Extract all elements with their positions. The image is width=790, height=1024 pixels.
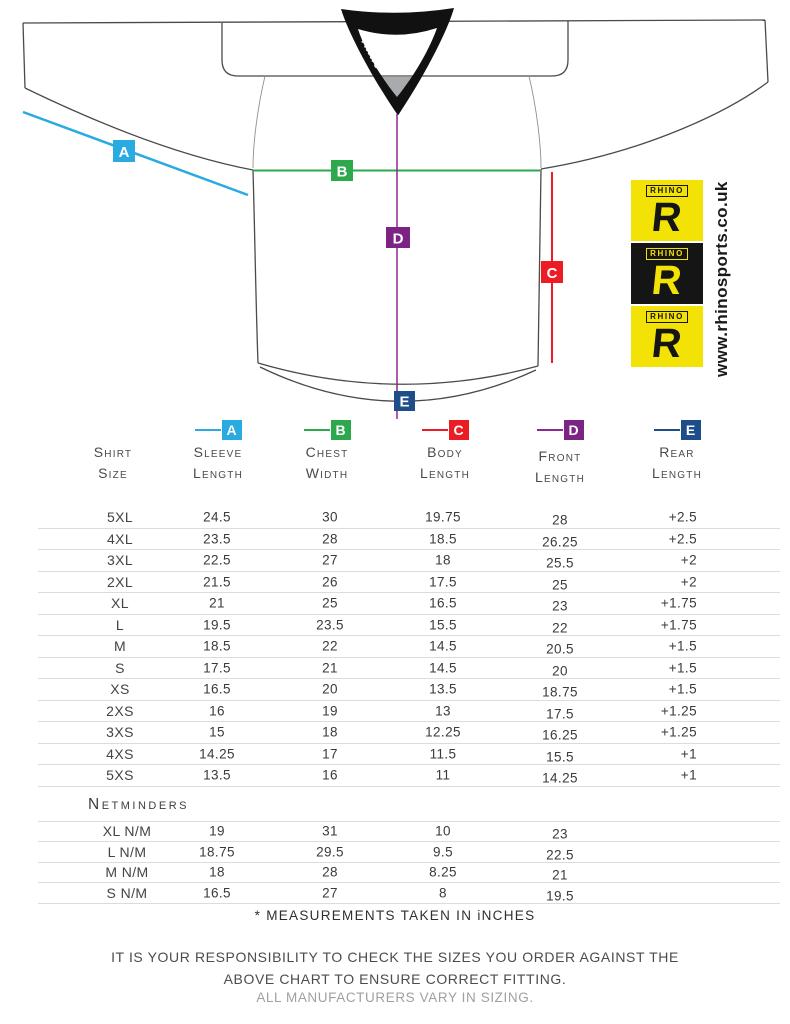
cell-size: M N/M [105,864,149,881]
cell-front: 21 [552,867,568,883]
cell-chest: 22 [322,638,338,654]
sleeve-header-line1: Sleeve [193,444,243,460]
front-header-line2: Length [535,469,585,485]
cell-front: 22 [552,620,568,636]
netminders-label: Netminders [88,795,189,813]
cell-sleeve: 15 [209,724,225,740]
table-row [38,507,780,529]
cell-rear: +1.5 [668,681,697,697]
cell-sleeve: 18 [209,864,225,880]
website-url: www.rhinosports.co.uk [712,181,731,377]
cell-body: 19.75 [425,509,461,525]
table-row [38,765,780,787]
cell-body: 11.5 [429,746,457,762]
size-header-line2: Size [98,465,128,481]
logo-block [631,306,703,367]
cell-body: 15.5 [429,617,457,633]
cell-chest: 28 [322,864,338,880]
cell-chest: 16 [322,767,338,783]
note-measurements: * MEASUREMENTS TAKEN IN iNCHES [254,908,536,923]
cell-front: 23 [552,598,568,614]
cell-chest: 25 [322,595,338,611]
chest-header-line1: Chest [305,444,349,460]
cell-sleeve: 19 [209,823,225,839]
cell-body: 8 [439,885,447,901]
cell-sleeve: 16.5 [203,681,231,697]
cell-body: 14.5 [429,660,457,676]
marker-e-letter: E [399,393,410,411]
cell-size: XL [111,595,129,612]
badge-line-d [537,429,563,431]
cell-body: 13 [435,703,451,719]
cell-front: 16.25 [542,727,578,743]
front-header-line1: Front [538,448,582,464]
column-header-front [505,420,615,484]
cell-sleeve: 16 [209,703,225,719]
cell-front: 23 [552,826,568,842]
cell-chest: 23.5 [316,617,344,633]
badge-e: E [681,420,701,440]
cell-front: 15.5 [546,749,574,765]
table-row [38,593,780,615]
table-row [38,636,780,658]
table-row [38,658,780,680]
column-header-rear [622,420,732,484]
collar [341,8,454,115]
cell-size: L N/M [107,843,147,860]
cell-chest: 28 [322,531,338,547]
cell-rear: +1.75 [660,595,697,611]
table-row [38,529,780,551]
cell-chest: 27 [322,885,338,901]
table-row [38,744,780,766]
cell-chest: 31 [322,823,338,839]
cell-rear: +2.5 [668,531,697,547]
cell-sleeve: 23.5 [203,531,231,547]
cell-rear: +1.75 [660,617,697,633]
cell-rear: +2 [680,552,697,568]
table-row [38,863,780,884]
cell-sleeve: 21.5 [203,574,231,590]
cell-rear: +1 [680,767,697,783]
cell-sleeve: 17.5 [203,660,231,676]
cell-body: 14.5 [429,638,457,654]
cell-chest: 20 [322,681,338,697]
cell-size: S N/M [106,884,148,901]
cell-size: 2XS [106,702,134,719]
cell-size: 3XL [106,552,134,569]
logo-wordmark: RHINO [646,248,688,260]
cell-front: 20 [552,663,568,679]
table-row [38,722,780,744]
cell-size: M [113,638,127,655]
cell-chest: 17 [322,746,338,762]
badge-line-c [422,429,448,431]
cell-front: 20.5 [546,641,574,657]
cell-front: 28 [552,512,568,528]
marker-d-letter: D [392,230,404,248]
logo-r-letter: R [649,257,685,303]
logo-block [631,243,703,304]
cell-front: 19.5 [546,888,574,904]
cell-chest: 21 [322,660,338,676]
cell-size: 5XL [106,509,134,526]
table-row [38,615,780,637]
cell-sleeve: 22.5 [203,552,231,568]
cell-chest: 19 [322,703,338,719]
size-header-line1: Shirt [93,444,133,460]
cell-size: 3XS [106,724,134,741]
note-responsibility-line1: IT IS YOUR RESPONSIBILITY TO CHECK THE SIZES YOU ORDER AGAINST THE [111,949,679,965]
cell-body: 10 [435,823,451,839]
cell-size: XS [110,681,130,698]
cell-size: 5XS [106,767,134,784]
netminders-heading [38,787,780,822]
marker-c-letter: C [546,265,558,282]
cell-sleeve: 18.5 [203,638,231,654]
column-header-body [390,420,500,484]
cell-rear: +1.25 [660,724,697,740]
table-row [38,701,780,723]
cell-size: XL N/M [102,823,152,840]
cell-body: 18 [435,552,451,568]
column-header-size [58,420,168,484]
badge-line-b [304,429,330,431]
rear-header-line2: Length [652,465,702,481]
note-responsibility [0,946,790,990]
cell-size: 4XL [106,530,134,547]
badge-c: C [449,420,469,440]
badge-line-a [195,429,221,431]
cell-size: 4XS [106,745,134,762]
cell-sleeve: 14.25 [199,746,235,762]
cell-sleeve: 13.5 [203,767,231,783]
logo-r-letter: R [649,320,685,366]
size-table [38,420,780,904]
sleeve-header-line2: Length [193,465,243,481]
cell-rear: +1.5 [668,638,697,654]
cell-rear: +2.5 [668,509,697,525]
cell-front: 18.75 [542,684,578,700]
cell-body: 18.5 [429,531,457,547]
cell-front: 17.5 [546,706,574,722]
cell-sleeve: 24.5 [203,509,231,525]
note-responsibility-line2: ABOVE CHART TO ENSURE CORRECT FITTING. [223,971,567,987]
table-row [38,679,780,701]
cell-chest: 27 [322,552,338,568]
marker-b-letter: B [336,163,348,181]
column-header-chest [272,420,382,484]
cell-chest: 29.5 [316,844,344,860]
cell-rear: +1.5 [668,660,697,676]
cell-rear: +2 [680,574,697,590]
measure-line-a [23,112,248,195]
table-row [38,822,780,843]
badge-d: D [564,420,584,440]
cell-size: L [115,616,125,633]
body-header-line2: Length [420,465,470,481]
cell-rear: +1.25 [660,703,697,719]
cell-chest: 26 [322,574,338,590]
logo-wordmark: RHINO [646,185,688,197]
cell-rear: +1 [680,746,697,762]
cell-body: 9.5 [433,844,453,860]
table-row [38,842,780,863]
table-row [38,550,780,572]
cell-front: 25.5 [546,555,574,571]
cell-front: 14.25 [542,770,578,786]
cell-chest: 18 [322,724,338,740]
cell-size: 2XL [106,573,134,590]
cell-front: 25 [552,577,568,593]
cell-body: 13.5 [429,681,457,697]
cell-sleeve: 21 [209,595,225,611]
cell-size: S [115,659,125,676]
body-header-line1: Body [427,444,463,460]
cell-body: 16.5 [429,595,457,611]
cell-front: 22.5 [546,847,574,863]
table-row [38,572,780,594]
cell-body: 12.25 [425,724,461,740]
note-manufacturers: ALL MANUFACTURERS VARY IN SIZING. [256,990,534,1005]
cell-front: 26.25 [542,534,578,550]
table-rows [38,507,780,904]
cell-chest: 30 [322,509,338,525]
logo-r-letter: R [649,194,685,240]
marker-a-letter: A [118,144,130,161]
column-header-sleeve [163,420,273,484]
cell-sleeve: 18.75 [199,844,235,860]
logo-block [631,180,703,241]
cell-sleeve: 19.5 [203,617,231,633]
logo-wordmark: RHINO [646,311,688,323]
table-row [38,883,780,904]
rear-header-line1: Rear [659,444,695,460]
cell-body: 11 [435,767,451,783]
cell-sleeve: 16.5 [203,885,231,901]
collar-brand-text: rhino [358,36,385,73]
badge-line-e [654,429,680,431]
badge-b: B [331,420,351,440]
cell-body: 8.25 [429,864,457,880]
cell-body: 17.5 [429,574,457,590]
chest-header-line2: Width [305,465,349,481]
badge-a: A [222,420,242,440]
